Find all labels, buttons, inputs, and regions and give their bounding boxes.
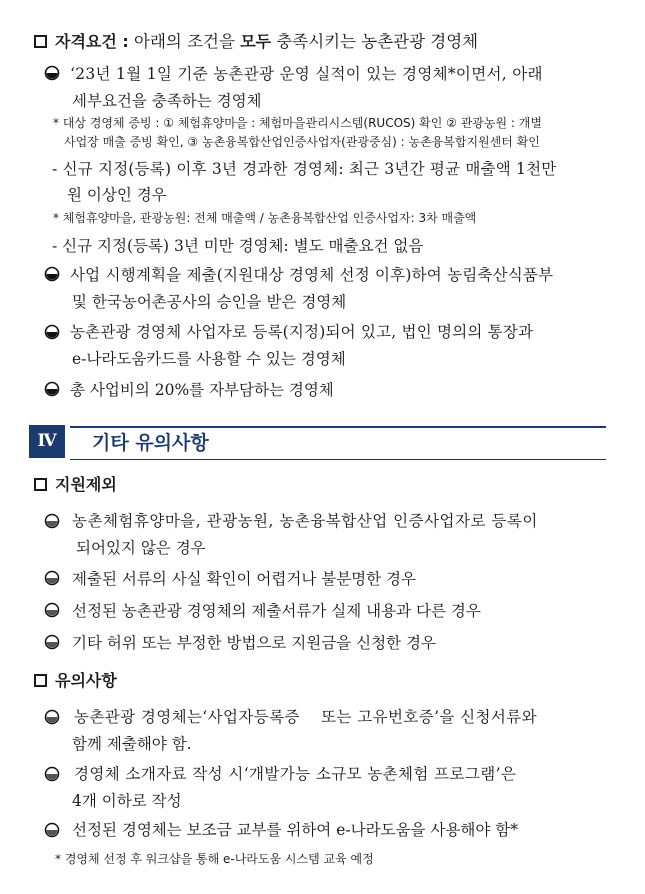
section-bottom-rule: [70, 459, 606, 460]
notes-item-1-line-2: 함께 제출해야 함.: [72, 735, 192, 753]
bullet-half-circle-icon: [44, 602, 60, 618]
dash-item-new: - 신규 지정(등록) 3년 미만 경영체: 별도 매출요건 없음: [52, 237, 424, 255]
exclusion-item-1-line-2: 되어있지 않은 경우: [76, 539, 206, 557]
bullet-filled-circle-icon: [44, 324, 60, 340]
evidence-note-line-2: 사업장 매출 증빙 확인, ③ 농촌융복합산업인증사업자(관광중심) : 농촌융복합지원센터 확인: [64, 135, 540, 149]
evidence-note-line-1: * 대상 경영체 증빙 : ① 체험휴양마을 : 체험마을관리시스템(RUCOS) 확인 ② 관광농원 : 개별: [53, 116, 542, 130]
notes-heading: 유의사항: [34, 668, 117, 691]
qualification-item-2-line-1: 사업 시행계획을 제출(지원대상 경영체 선정 이후)하여 농림축산식품부: [70, 266, 554, 284]
dash-item-3yr-line-2: 원 이상인 경우: [67, 186, 167, 204]
bullet-half-circle-icon: [44, 634, 60, 650]
qualification-item-2-line-2: 및 한국농어촌공사의 승인을 받은 경영체: [72, 293, 347, 311]
dash-item-3yr-line-1: - 신규 지정(등록) 이후 3년 경과한 경영체: 최근 3년간 평균 매출액 1천만: [52, 160, 557, 178]
bullet-filled-circle-icon: [44, 65, 60, 81]
qualification-item-1-line-2: 세부요건을 충족하는 경영체: [72, 92, 262, 110]
sales-note: * 체험휴양마을, 관광농원: 전체 매출액 / 농촌융복합산업 인증사업자: 3차 매출액: [53, 211, 477, 225]
qualification-item-3-line-2: e-나라도움카드를 사용할 수 있는 경영체: [72, 350, 346, 368]
bullet-half-circle-icon: [44, 709, 60, 725]
qualification-item-1-line-1: ‘23년 1월 1일 기준 농촌관광 운영 실적이 있는 경영체*이면서, 아래: [70, 65, 543, 83]
bullet-half-circle-icon: [44, 513, 60, 529]
checkbox-square-icon: [34, 35, 47, 48]
bullet-half-circle-icon: [44, 766, 60, 782]
qualification-item-3-line-1: 농촌관광 경영체 사업자로 등록(지정)되어 있고, 법인 명의의 통장과: [70, 323, 534, 341]
bullet-filled-circle-icon: [44, 381, 60, 397]
exclusion-item-1-line-1: 농촌체험휴양마을, 관광농원, 농촌융복합산업 인증사업자로 등록이: [72, 512, 538, 530]
exclusion-item-2: 제출된 서류의 사실 확인이 어렵거나 불분명한 경우: [72, 570, 416, 588]
exclusion-heading: 지원제외: [34, 472, 117, 495]
notes-item-1-line-1: 농촌관광 경영체는‘사업자등록증 또는 고유번호증’을 신청서류와: [74, 708, 538, 726]
qualification-item-4: 총 사업비의 20%를 자부담하는 경영체: [70, 381, 334, 399]
exclusion-item-3: 선정된 농촌관광 경영체의 제출서류가 실제 내용과 다른 경우: [72, 602, 481, 620]
bullet-filled-circle-icon: [44, 266, 60, 282]
notes-item-3: 선정된 경영체는 보조금 교부를 위하여 e-나라도움을 사용해야 함*: [72, 821, 518, 839]
notes-footnote: * 경영체 선정 후 워크샵을 통해 e-나라도움 시스템 교육 예정: [55, 852, 374, 866]
qualification-heading: 자격요건 : 아래의 조건을 모두 충족시키는 농촌관광 경영체: [34, 28, 478, 52]
exclusion-item-4: 기타 허위 또는 부정한 방법으로 지원금을 신청한 경우: [72, 634, 436, 652]
notes-item-2-line-1: 경영체 소개자료 작성 시‘개발가능 소규모 농촌체험 프로그램’은: [74, 765, 517, 783]
bullet-half-circle-icon: [44, 570, 60, 586]
bullet-half-circle-icon: [44, 822, 60, 838]
checkbox-square-icon: [34, 478, 47, 491]
checkbox-square-icon: [34, 674, 47, 687]
section-numeral-badge: Ⅳ: [29, 425, 65, 458]
notes-item-2-line-2: 4개 이하로 작성: [72, 792, 182, 810]
section-title: 기타 유의사항: [92, 432, 209, 454]
